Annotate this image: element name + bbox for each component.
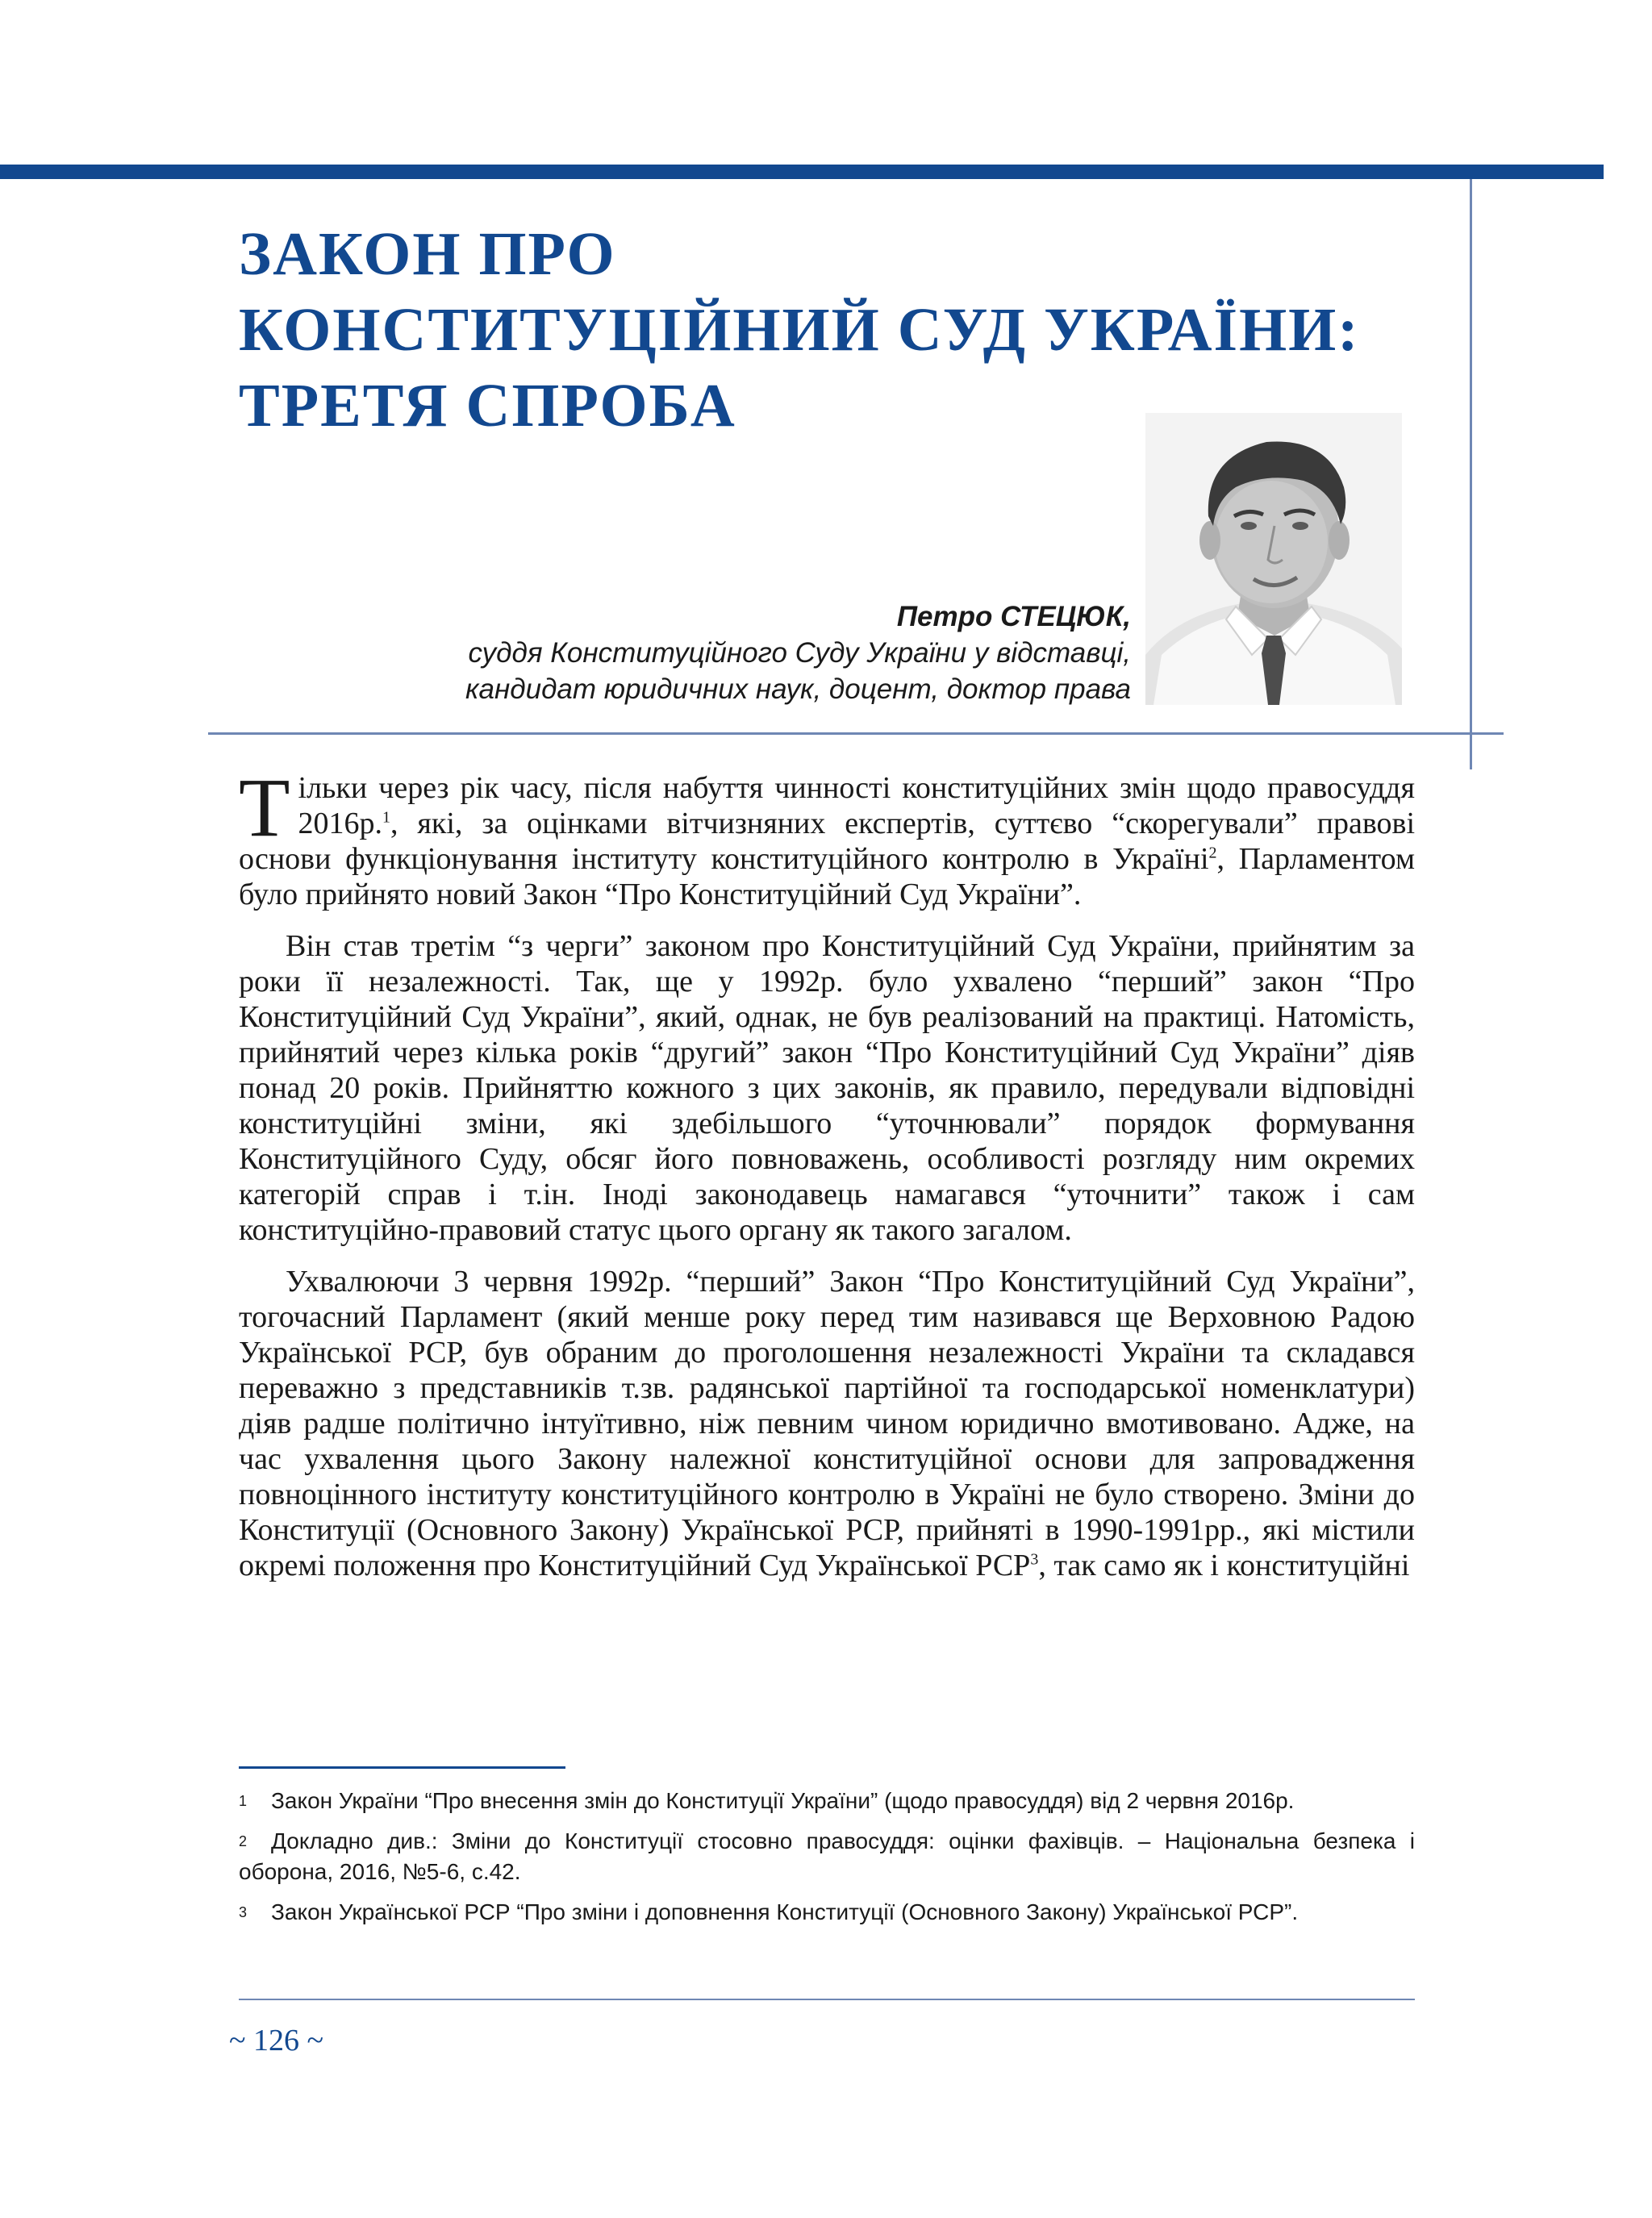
paragraph-1-text-c: , Парламентом було прийнято новий Закон “Про Конституційний Суд України”. — [239, 842, 1415, 911]
title-line-3: ТРЕТЯ СПРОБА — [239, 372, 736, 440]
page-number: ~ 126 ~ — [229, 2024, 324, 2057]
footnote-3-number: 3 — [239, 1904, 248, 1920]
author-degrees: кандидат юридичних наук, доцент, доктор права — [465, 673, 1131, 705]
paragraph-2: Він став третім “з черги” законом про Конституційний Суд України, прийнятим за роки її незалежності. Так, ще у 1992р. було ухвалено “перший” закон “Про Конституційний Суд України”, який, однак, не був реалізований на практиці. Натомість, прийнятий через кілька років “другий” закон “Про Конституційний Суд України” діяв понад 20 років. Прийняттю кожного з цих законів, як правило, передували відповідні конституційні зміни, які здебільшого “уточнювали” порядок формування Конституційного Суду, обсяг його повноважень, особливості розгляду ним окремих категорій справ і т.ін. Іноді законодавець намагався “уточнити” також і сам конституційно-правовий статус цього органу як такого загалом. — [239, 929, 1415, 1247]
footnote-rule — [239, 1766, 565, 1769]
author-byline — [403, 598, 1131, 707]
footnote-ref-1: 1 — [382, 808, 391, 827]
footnote-ref-3: 3 — [1030, 1550, 1039, 1569]
footnotes — [239, 1786, 1415, 1937]
paragraph-3 — [239, 1264, 1415, 1583]
paragraph-3-text-a: Ухвалюючи 3 червня 1992р. “перший” Закон “Про Конституційний Суд України”, тогочасний Парламент (який менше року перед тим називався ще Верховною Радою Української РСР, був обраним до проголошення незалежності України та складався переважно з представників т.зв. радянської партійної та господарської номенклатури) діяв радше політично інтуїтивно, ніж певним чином юридично вмотивовано. Адже, на час ухвалення цього Закону належної конституційної основи для запровадження повноцінного інституту конституційного контролю в Україні не було створено. Зміни до Конституції (Основного Закону) Української РСР, прийняті в 1990-1991рр., які містили окремі положення про Конституційний Суд Української РСР — [239, 1265, 1415, 1582]
footnote-3 — [239, 1897, 1415, 1928]
title-line-2: КОНСТИТУЦІЙНИЙ СУД УКРАЇНИ: — [239, 296, 1360, 364]
vertical-frame-line — [1470, 179, 1472, 769]
page-footer-rule — [239, 1999, 1415, 2000]
footnote-1 — [239, 1786, 1415, 1816]
footnote-2-text: Докладно див.: Зміни до Конституції стосовно правосуддя: оцінки фахівців. – Національна безпека і оборона, 2016, №5-6, с.42. — [239, 1828, 1415, 1884]
footnote-2-number: 2 — [239, 1833, 248, 1849]
paragraph-1-text-b: , які, за оцінками вітчизняних експертів, суттєво “скорегували” правові основи функціонування інституту конституційного контролю в Україні — [239, 807, 1415, 876]
article-title — [239, 216, 1465, 444]
drop-cap: Т — [239, 761, 290, 854]
footnote-ref-2: 2 — [1208, 844, 1217, 862]
author-name: Петро СТЕЦЮК, — [896, 601, 1131, 632]
footnote-3-text: Закон Української РСР “Про зміни і доповнення Конституції (Основного Закону) Української РСР”. — [271, 1899, 1299, 1924]
author-position: суддя Конституційного Суду України у відставці, — [468, 637, 1131, 669]
top-accent-bar — [0, 165, 1604, 179]
paragraph-3-text-b: , так само як і конституційні — [1038, 1549, 1410, 1582]
paragraph-1 — [239, 761, 1415, 912]
footnote-1-number: 1 — [239, 1793, 248, 1809]
article-body — [239, 761, 1415, 1599]
paragraph-1-text-a: ільки через рік часу, після набуття чинності конституційних змін щодо правосуддя 2016р. — [298, 771, 1415, 840]
author-photo — [1145, 413, 1402, 705]
footnote-1-text: Закон України “Про внесення змін до Конституції України” (щодо правосуддя) від 2 червня 2016р. — [271, 1788, 1295, 1813]
header-divider-line — [208, 732, 1504, 735]
footnote-2 — [239, 1826, 1415, 1887]
title-line-1: ЗАКОН ПРО — [239, 220, 616, 288]
